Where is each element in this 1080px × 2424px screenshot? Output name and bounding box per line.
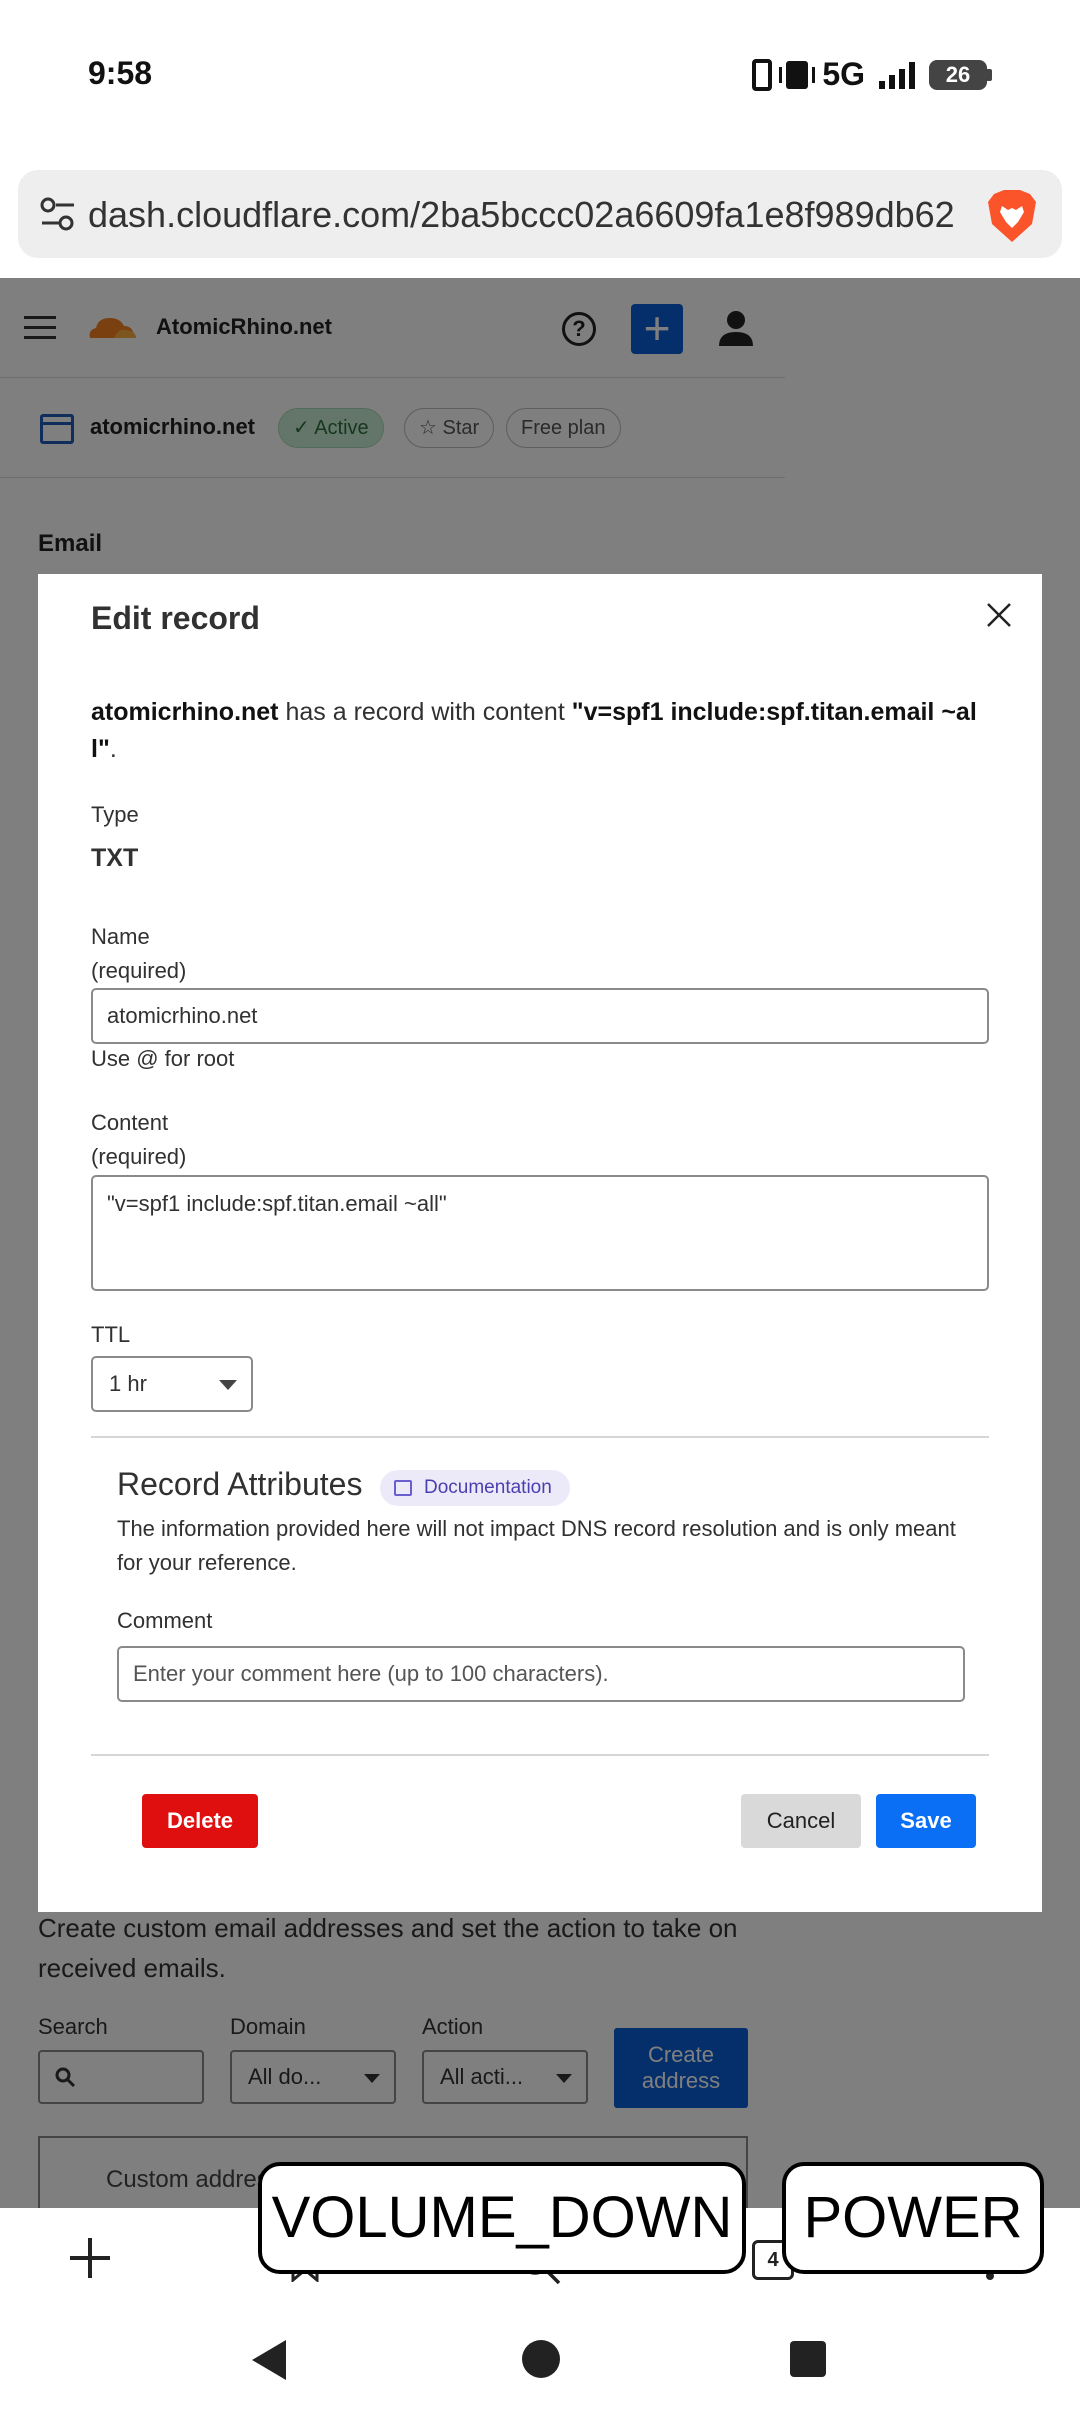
divider bbox=[91, 1436, 989, 1438]
signal-icon bbox=[879, 61, 915, 89]
content-required: (required) bbox=[91, 1144, 187, 1169]
save-button[interactable]: Save bbox=[876, 1794, 976, 1848]
delete-button[interactable]: Delete bbox=[142, 1794, 258, 1848]
type-value: TXT bbox=[91, 844, 139, 872]
url-bar[interactable] bbox=[18, 170, 1062, 258]
name-required: (required) bbox=[91, 958, 187, 983]
documentation-link[interactable]: Documentation bbox=[380, 1470, 570, 1506]
content-textarea[interactable] bbox=[91, 1175, 989, 1291]
name-label: Name bbox=[91, 924, 150, 949]
tune-icon[interactable] bbox=[38, 194, 78, 234]
recent-apps-icon[interactable] bbox=[790, 2341, 826, 2377]
home-icon[interactable] bbox=[522, 2340, 560, 2378]
comment-label: Comment bbox=[117, 1608, 213, 1633]
network-type: 5G bbox=[822, 56, 865, 92]
battery-icon bbox=[929, 60, 992, 90]
close-icon[interactable] bbox=[982, 598, 1016, 632]
vibrate-icon bbox=[786, 61, 808, 89]
status-time: 9:58 bbox=[88, 55, 153, 91]
phone-icon bbox=[752, 59, 772, 91]
url-text[interactable]: dash.cloudflare.com/2ba5bccc02a6609fa1e8f989db62 bbox=[88, 194, 955, 235]
record-summary: atomicrhino.net has a record with content "v=spf1 include:spf.titan.email ~all". bbox=[91, 698, 977, 763]
system-nav-bar bbox=[0, 2318, 1080, 2424]
back-icon[interactable] bbox=[252, 2340, 286, 2380]
brave-lion-icon[interactable] bbox=[986, 188, 1038, 244]
attributes-description: The information provided here will not impact DNS record resolution and is only meant for your reference. bbox=[117, 1516, 956, 1575]
comment-input[interactable] bbox=[117, 1646, 965, 1702]
ttl-select[interactable]: 1 hr bbox=[91, 1356, 253, 1412]
new-tab-icon[interactable] bbox=[70, 2238, 110, 2278]
edit-record-dialog bbox=[38, 574, 1042, 1912]
tab-count-button[interactable]: 4 bbox=[752, 2240, 794, 2280]
status-bar bbox=[0, 0, 1080, 150]
name-hint: Use @ for root bbox=[91, 1046, 235, 1071]
volume-down-key[interactable]: VOLUME_DOWN bbox=[258, 2162, 746, 2274]
type-label: Type bbox=[91, 802, 139, 827]
divider bbox=[91, 1754, 989, 1756]
name-input[interactable] bbox=[91, 988, 989, 1044]
ttl-label: TTL bbox=[91, 1322, 131, 1347]
content-label: Content bbox=[91, 1110, 169, 1135]
dialog-title: Edit record bbox=[91, 600, 260, 636]
record-attributes-heading: Record Attributes bbox=[117, 1466, 363, 1502]
power-key[interactable]: POWER bbox=[782, 2162, 1044, 2274]
battery-level: 26 bbox=[929, 60, 987, 90]
chevron-down-icon bbox=[219, 1380, 237, 1390]
cancel-button[interactable]: Cancel bbox=[741, 1794, 861, 1848]
book-icon bbox=[394, 1480, 412, 1496]
status-icons bbox=[752, 56, 992, 93]
